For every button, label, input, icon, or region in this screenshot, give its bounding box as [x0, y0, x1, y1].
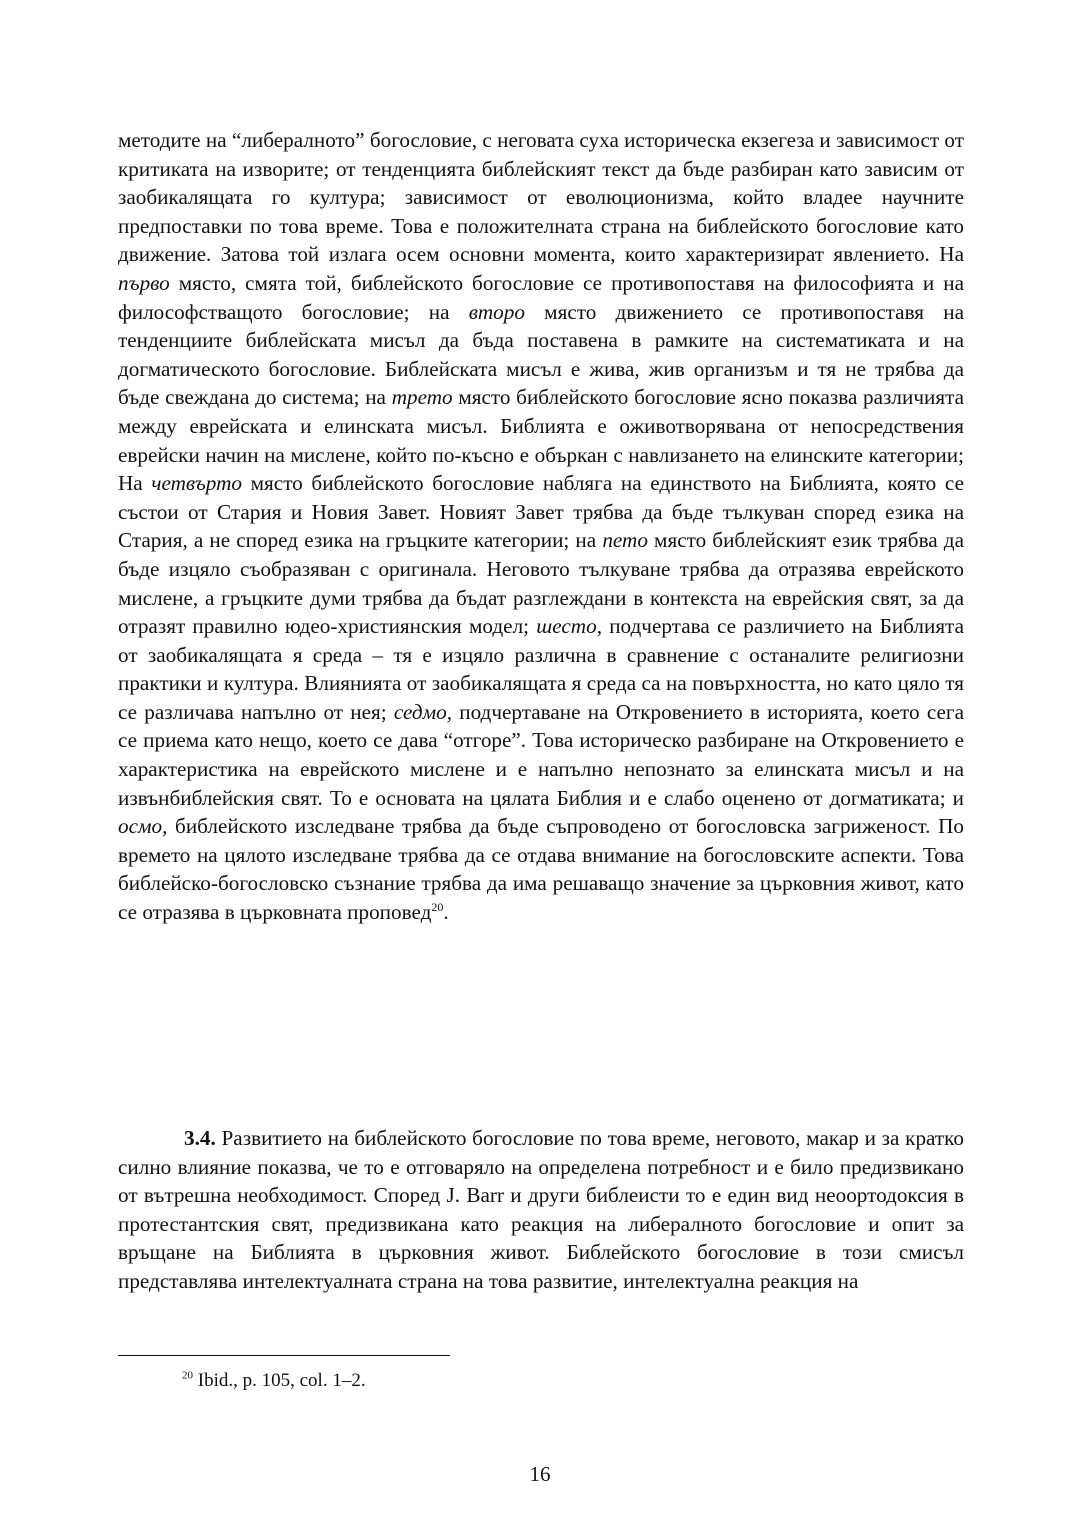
paragraph-text: място движението се противопоставя на тенденциите библейската мисъл да бъда поставена в рамките на систематиката и на догматическото богословие. Библейската мисъл е жива, жив организъм и тя не трябва да бъде свеждана до система; на	[118, 299, 964, 410]
emphasis-eighth: осмо,	[118, 814, 168, 839]
section-number: 3.4.	[184, 1126, 216, 1150]
paragraph-text: място библейското богословие набляга на единството на Библията, която се състои от Стария и Новия Завет. Новият Завет трябва да бъде тълкуван според езика на Стария, а не според езика на гръцките категории; на	[118, 471, 964, 553]
body-paragraph-1	[118, 126, 964, 927]
paragraph-text: място библейското богословие ясно показва различията между еврейската и елинската мисъл. Библията е оживотворявана от непосредствения еврейски начин на мислене, който по-късно е объркан с навлизането на елинските категории; На	[118, 385, 965, 496]
page-number: 16	[529, 1462, 551, 1486]
footnote-number: 20	[182, 1369, 193, 1382]
paragraph-text: , подчертава се различието на Библията от заобикалящата я среда – тя е изцяло различна в сравнение с останалите религиозни практики и култура. Влиянията от заобикалящата я среда са на повърхността, но като цяло тя се различава напълно от нея;	[118, 614, 964, 724]
footnote-reference[interactable]: 20	[431, 899, 444, 914]
paragraph-text: библейското изследване трябва да бъде съпроводено от богословска загриженост. По времето на цялото изследване трябва да се отдава внимание на богословските аспекти. Това библейско-богословско съзнание трябва да има решаващо значение за църковния живот, като се отразява в църковната проповед	[118, 814, 964, 925]
emphasis-first: първо	[118, 270, 170, 295]
emphasis-third: трето	[391, 385, 453, 410]
emphasis-seventh: седмо,	[393, 699, 453, 724]
emphasis-fifth: пето	[602, 528, 648, 553]
paragraph-text: място библейският език трябва да бъде изцяло съобразяван с оригинала. Неговото тълкуване трябва да отразява еврейското мислене, а гръцките думи трябва да бъдат разглеждани в контекста на еврейския свят, за да отразят правилно юдео-християнския модел;	[118, 528, 964, 639]
body-paragraph-2	[118, 1124, 964, 1296]
footnote-separator	[118, 1355, 450, 1356]
paragraph-text: Развитието на библейското богословие по това време, неговото, макар и за кратко силно влияние показва, че то е отговаряло на определена потребност и е било предизвикано от вътрешна необходимост. Според J. Barr и други библеисти то е един вид неоортодоксия в протестантския свят, предизвикана като реакция на либералното богословие и опит за връщане на Библията в църковния живот. Библейското богословие в този смисъл представлява интелектуалната страна на това развитие, интелектуална реакция на	[118, 1126, 964, 1293]
paragraph-text: методите на “либералното” богословие, с неговата суха историческа екзегеза и зависимост от критиката на изворите; от тенденцията библейският текст да бъде разбиран като зависим от заобикалящата го култура; зависимост от еволюционизма, който владее научните предпоставки по това време. Това е положителната страна на библейското богословие като движение. Затова той излага осем основни момента, които характеризират явлението. На	[118, 128, 964, 267]
footnote-text: Ibid., p. 105, col. 1–2.	[193, 1370, 366, 1391]
paragraph-text: подчертаване на Откровението в историята, което сега се приема като нещо, което се дава “отгоре”. Това историческо разбиране на Откровението е характеристика на еврейското мислене и е напълно непознато за елинската мисъл и на извънбиблейския свят. То е основата на цялата Библия и е слабо оценено от догматиката; и	[118, 699, 964, 810]
emphasis-fourth: четвърто	[151, 471, 243, 496]
paragraph-text: .	[443, 900, 449, 925]
emphasis-second: второ	[468, 299, 525, 324]
emphasis-sixth: шесто	[536, 614, 597, 639]
paragraph-text: място, смята той, библейското богословие се противопоставя на философията и на философстващото богословие; на	[118, 270, 964, 324]
footnote	[182, 1369, 366, 1393]
